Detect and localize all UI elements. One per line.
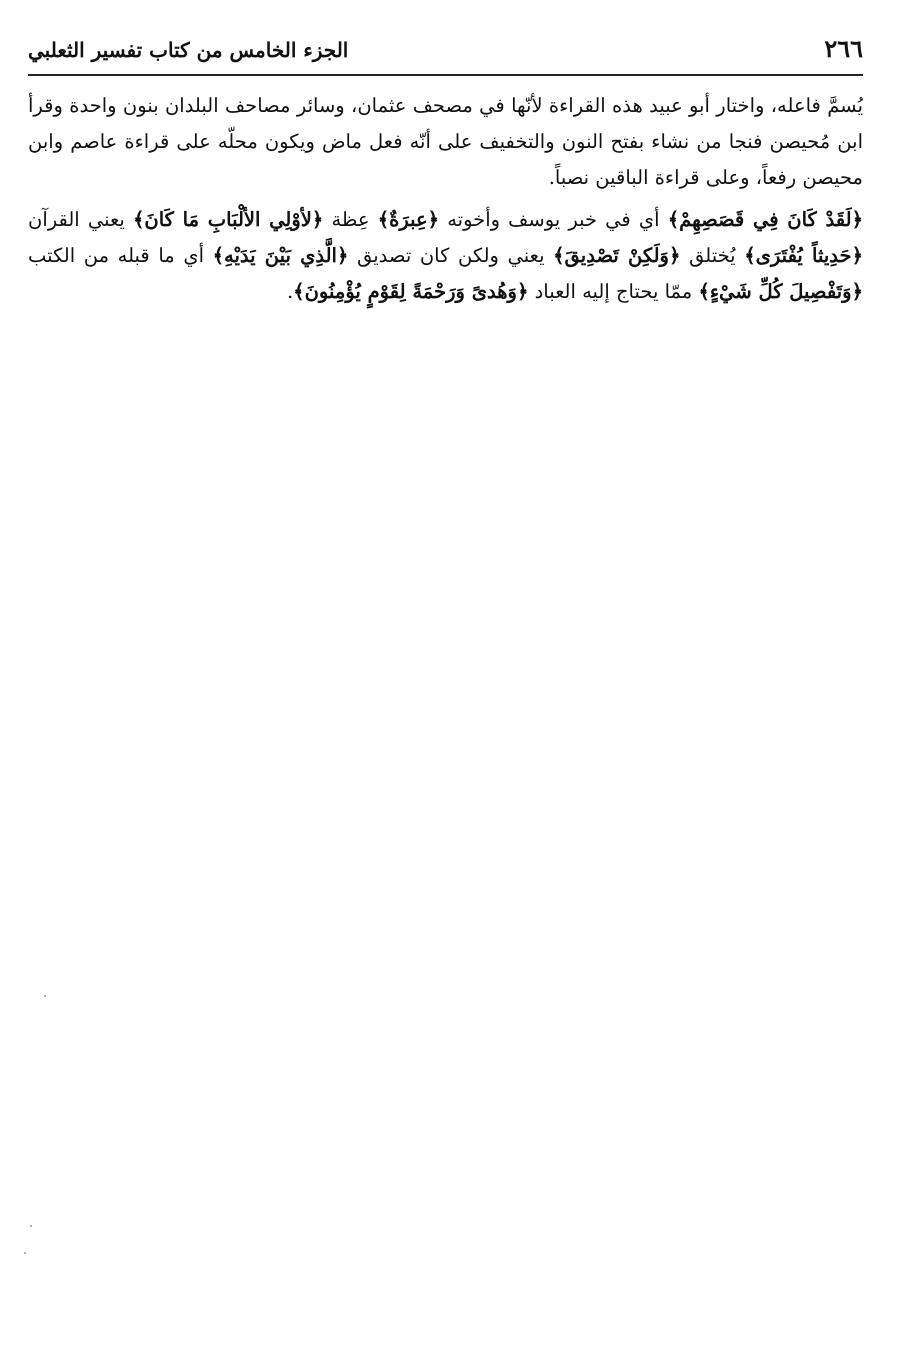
quran-bracket-close: ﴾ xyxy=(698,280,710,303)
quran-bracket-close: ﴾ xyxy=(744,244,756,267)
commentary-7: ممّا يحتاج إليه العباد xyxy=(528,280,699,303)
commentary-5: يعني ولكن كان تصديق xyxy=(348,244,554,267)
page-body xyxy=(28,88,863,316)
quran-bracket-close: ﴾ xyxy=(293,280,305,303)
page-header xyxy=(28,34,863,76)
quran-bracket-open: ﴿ xyxy=(516,280,529,303)
commentary-4: يُختلق xyxy=(680,244,745,267)
quran-bracket-open: ﴿ xyxy=(668,244,681,267)
quran-quote-3: لأوْلِي الألْبَابِ مَا كَانَ xyxy=(144,208,312,231)
commentary-3: يعني القرآن xyxy=(28,208,133,231)
quran-bracket-close: ﴾ xyxy=(212,244,225,267)
commentary-8: . xyxy=(286,280,294,303)
paragraph-1: يُسمَّ فاعله، واختار أبو عبيد هذه القراءة لأنّها في مصحف عثمان، وسائر مصاحف البلدان بنون واحدة وقرأ ابن مُحيصن فنجا من نشاء بفتح النون والتخفيف على أنّه فعل ماض ويكون محلّه على قراءة عاصم وابن محيصن رفعاً، وعلى قراءة الباقين نصباً. xyxy=(28,94,863,189)
commentary-1: أي في خبر يوسف وأخوته xyxy=(439,208,668,231)
quran-bracket-close: ﴾ xyxy=(553,244,565,267)
scan-speck xyxy=(30,1225,32,1227)
quran-quote-4: حَدِيثاً يُفْتَرَى xyxy=(755,244,852,267)
commentary-6: أي ما قبله من الكتب xyxy=(28,244,213,267)
scan-speck xyxy=(24,1252,26,1254)
quran-quote-8: وَهُدىً وَرَحْمَةً لِقَوْمٍ يُؤْمِنُونَ xyxy=(304,280,517,303)
quran-bracket-close: ﴾ xyxy=(132,208,145,231)
quran-bracket-open: ﴿ xyxy=(336,244,349,267)
quran-quote-2: عِبرَةٌ xyxy=(389,208,428,231)
paragraph-2 xyxy=(28,202,863,310)
quran-bracket-close: ﴾ xyxy=(377,208,390,231)
quran-quote-6: الَّذِي بَيْنَ يَدَيْهِ xyxy=(224,244,337,267)
quran-bracket-open: ﴿ xyxy=(311,208,324,231)
scan-speck xyxy=(44,995,46,997)
running-title: الجزء الخامس من كتاب تفسير الثعلبي xyxy=(28,38,349,62)
quran-quote-1: لَقَدْ كَانَ فِي قَصَصِهِمْ xyxy=(679,208,852,231)
quran-bracket-open: ﴿ xyxy=(851,208,864,231)
quran-bracket-open: ﴿ xyxy=(427,208,440,231)
quran-quote-7: وَتَفْصِيلَ كُلِّ شَيْءٍ xyxy=(709,280,852,303)
commentary-2: عِظة xyxy=(323,208,378,231)
quran-bracket-open: ﴿ xyxy=(851,244,864,267)
quran-bracket-open: ﴿ xyxy=(851,280,863,303)
quran-bracket-close: ﴾ xyxy=(667,208,680,231)
page-number: ٢٦٦ xyxy=(824,34,863,63)
quran-quote-5: وَلَكِنْ تَصْدِيقَ xyxy=(564,244,669,267)
